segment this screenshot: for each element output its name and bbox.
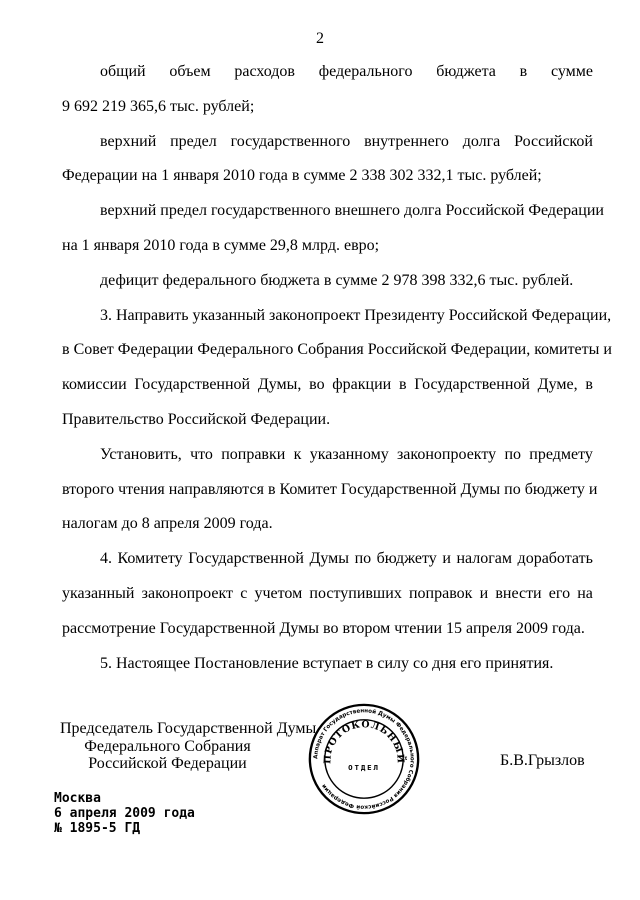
word: направляются <box>168 480 264 498</box>
word: внести <box>495 584 542 602</box>
word: поступивших <box>309 584 402 602</box>
word: Думы, <box>257 376 302 394</box>
word: сумме <box>550 63 593 80</box>
word: на <box>577 584 593 602</box>
word: федерального <box>318 63 413 80</box>
word: предмету <box>529 445 593 463</box>
word: указанный <box>62 584 135 602</box>
word: Федерации <box>528 202 604 220</box>
word: Федерации <box>117 341 194 359</box>
word: Комитет <box>279 480 337 498</box>
word: поправки <box>221 445 286 463</box>
text-line <box>62 305 612 340</box>
word: предел <box>170 132 217 150</box>
word: бюджету <box>524 480 585 498</box>
text-line: налогам до 8 апреля 2009 года. <box>62 515 273 533</box>
word: 4. <box>100 550 112 568</box>
word: по <box>354 550 372 568</box>
word: его <box>548 584 571 602</box>
word: Государственной <box>188 550 304 568</box>
text-line <box>62 444 593 479</box>
word: по <box>504 445 521 463</box>
word: Федерального <box>197 341 294 359</box>
text-line: рассмотрение Государственной Думы во втором чтении 15 апреля 2009 года. <box>62 619 585 637</box>
city: Москва <box>54 791 101 806</box>
word: 3. <box>100 306 112 324</box>
word: Думы <box>309 550 350 568</box>
document-number: № 1895-5 ГД <box>54 821 141 836</box>
document-body <box>62 61 612 687</box>
word: государственного <box>230 132 351 150</box>
word: Российской <box>445 202 525 220</box>
word: по <box>504 480 521 498</box>
word: расходов <box>234 63 295 80</box>
word: фракции <box>332 376 392 394</box>
page-number: 2 <box>316 30 324 47</box>
word: и <box>603 341 612 359</box>
text-line: Правительство Российской Федерации. <box>62 410 331 428</box>
word: чтения <box>118 480 165 498</box>
word: налогам <box>456 550 513 568</box>
word: внутреннего <box>364 132 449 150</box>
word: во <box>309 376 325 394</box>
text-line <box>62 548 593 583</box>
text-line <box>62 339 612 374</box>
word: в <box>267 480 276 498</box>
signature-title-line: Председатель Государственной Думы <box>60 720 317 737</box>
word: Думы <box>460 480 501 498</box>
word: и <box>442 550 451 568</box>
stamp-inner-text: ПРОТОКОЛЬНЫЙ <box>322 719 406 765</box>
word: законопроект <box>269 306 361 324</box>
word: второго <box>62 480 115 498</box>
word: и <box>479 584 489 602</box>
signature-block <box>60 720 316 773</box>
text-line <box>62 583 593 618</box>
word: Думе, <box>537 376 578 394</box>
word: долга <box>462 132 501 150</box>
word: Российской <box>514 132 593 150</box>
text-line: на 1 января 2010 года в сумме 29,8 млрд. евро; <box>62 236 380 254</box>
word: Установить, <box>100 445 182 463</box>
word: Российской <box>367 341 447 359</box>
word: доработать <box>517 550 593 568</box>
word: долга <box>403 202 442 220</box>
word: Федерации, <box>531 306 612 324</box>
word: к <box>293 445 302 463</box>
word: Государственной <box>414 376 530 394</box>
stamp-outer-text: Аппарат Государственной Думы Федерального Собрания Российской Федерации <box>313 708 415 810</box>
text-line <box>62 374 593 409</box>
signature-title-line: Федерального Собрания <box>84 737 251 755</box>
word: законопроекту <box>396 445 497 463</box>
word: учетом <box>254 584 303 602</box>
word: Совет <box>73 341 114 359</box>
word: объем <box>169 63 211 80</box>
word: комиссии <box>62 376 127 394</box>
text-line: Федерации на 1 января 2010 года в сумме 2 338 302 332,1 тыс. рублей; <box>62 167 542 185</box>
word: поправок <box>408 584 473 602</box>
word: предел <box>160 202 207 220</box>
signature-title-line: Российской Федерации <box>88 755 247 772</box>
official-stamp <box>308 703 420 815</box>
word: Государственной <box>340 480 457 498</box>
text-line <box>62 200 604 235</box>
date: 6 апреля 2009 года <box>54 806 195 821</box>
word: и <box>588 480 598 498</box>
word: Президенту <box>364 306 445 324</box>
word: Российской <box>448 306 528 324</box>
word: что <box>190 445 213 463</box>
word: Федерации, <box>450 341 531 359</box>
word: указанному <box>309 445 389 463</box>
word: комитеты <box>534 341 600 359</box>
word: Государственной <box>134 376 251 394</box>
word: Направить <box>116 306 189 324</box>
word: Комитету <box>117 550 183 568</box>
word: указанный <box>192 306 266 324</box>
word: государственного <box>210 202 331 220</box>
word: в <box>62 341 70 359</box>
text-line <box>62 479 598 514</box>
stamp-center-text: ОТДЕЛ <box>348 763 380 773</box>
word: в <box>585 376 593 394</box>
word: внешнего <box>334 202 400 220</box>
word: законопроект <box>141 584 234 602</box>
text-line <box>62 131 593 166</box>
word: с <box>240 584 248 602</box>
word: Собрания <box>297 341 364 359</box>
word: в <box>398 376 407 394</box>
word: бюджета <box>436 63 496 80</box>
text-line: 9 692 219 365,6 тыс. рублей; <box>62 97 255 115</box>
word: общий <box>100 63 146 80</box>
word: в <box>519 63 528 80</box>
text-line: 5. Настоящее Постановление вступает в силу со дня его принятия. <box>100 654 554 672</box>
word: верхний <box>100 132 157 150</box>
text-line <box>62 61 593 96</box>
signatory-name: Б.В.Грызлов <box>500 752 585 769</box>
word: бюджету <box>376 550 437 568</box>
document-footer <box>54 791 195 836</box>
text-line: дефицит федерального бюджета в сумме 2 978 398 332,6 тыс. рублей. <box>100 271 574 289</box>
word: верхний <box>100 202 157 220</box>
